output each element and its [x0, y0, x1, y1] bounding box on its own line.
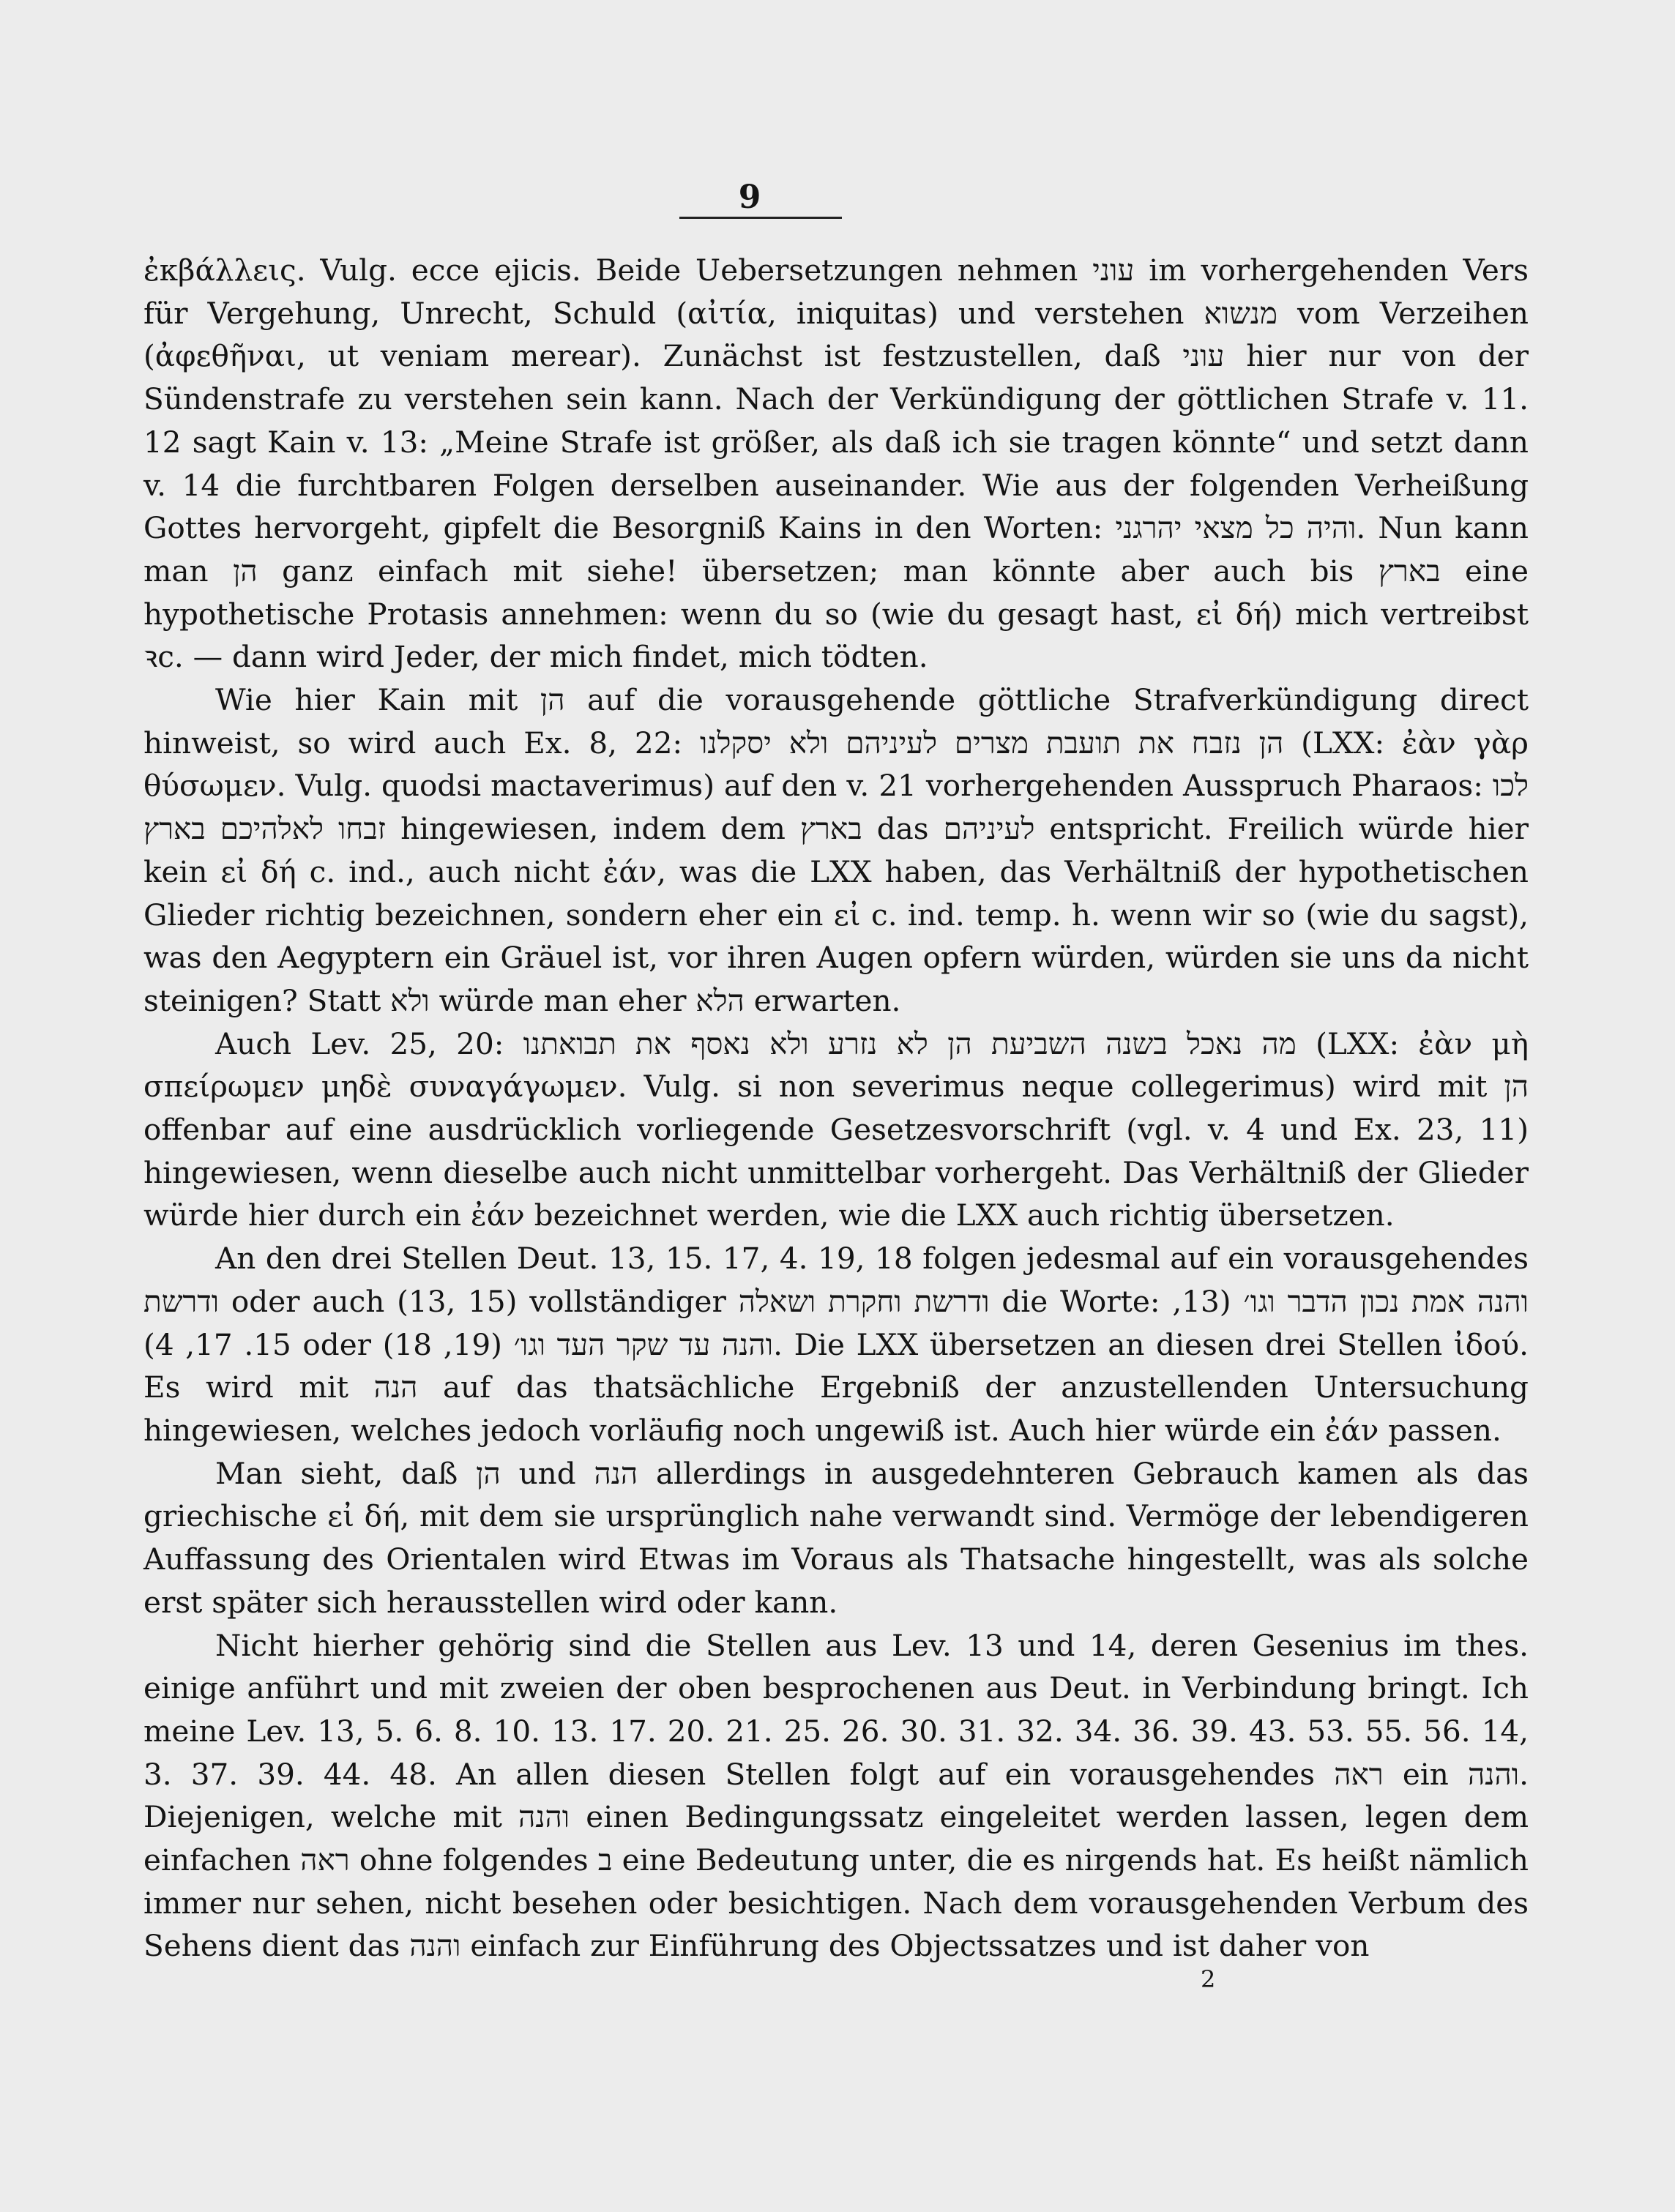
- page-number-rule: [679, 217, 842, 219]
- sheet-signature: 2: [1201, 1965, 1216, 1993]
- body-text: [143, 249, 1529, 1968]
- paragraph: An den drei Stellen Deut. 13, 15. 17, 4. 19, 18 folgen jedesmal auf ein vorausgehendes ודרשת oder auch (13, 15) vollständiger ודרשת וחקרת ושאלה die Worte: והנה אמת נכון הדבר וגו׳ (13, 15. 17, 4) oder והנה עד שקר העד וגו׳ (19, 18). Die LXX übersetzen an diesen drei Stellen ἰδού. Es wird mit הנה auf das thatsächliche Ergebniß der anzustellenden Untersuchung hingewiesen, welches jedoch vorläufig noch ungewiß ist. Auch hier würde ein ἐάν passen.: [143, 1241, 1529, 1448]
- paragraph: Wie hier Kain mit הן auf die vorausgehende göttliche Strafverkündigung direct hinweist, so wird auch Ex. 8, 22: הן נזבח את תועבת מצרים לעיניהם ולא יסקלנו (LXX: ἐὰν γὰρ θύσωμεν. Vulg. quodsi mactaverimus) auf den v. 21 vorhergehenden Ausspruch Pharaos: לכו זבחו לאלהיכם בארץ hingewiesen, indem dem בארץ das לעיניהם entspricht. Freilich würde hier kein εἰ δή c. ind., auch nicht ἐάν, was die LXX haben, das Verhältniß der hypothetischen Glieder richtig bezeichnen, sondern eher ein εἰ c. ind. temp. h. wenn wir so (wie du sagst), was den Aegyptern ein Gräuel ist, vor ihren Augen opfern würden, würden sie uns da nicht steinigen? Statt ולא würde man eher הלא erwarten.: [143, 682, 1529, 1018]
- paragraph: ἐκβάλλεις. Vulg. ecce ejicis. Beide Uebersetzungen nehmen עוני im vorhergehenden Vers für Vergehung, Unrecht, Schuld (αἰτία, iniquitas) und verstehen מנשוא vom Verzeihen (ἀφεθῆναι, ut veniam merear). Zunächst ist festzustellen, daß עוני hier nur von der Sündenstrafe zu verstehen sein kann. Nach der Verkündigung der göttlichen Strafe v. 11. 12 sagt Kain v. 13: „Meine Strafe ist größer, als daß ich sie tragen könnte“ und setzt dann v. 14 die furchtbaren Folgen derselben auseinander. Wie aus der folgenden Verheißung Gottes hervorgeht, gipfelt die Besorgniß Kains in den Worten: והיה כל מצאי יהרגני. Nun kann man הן ganz einfach mit siehe! übersetzen; man könnte aber auch bis בארץ eine hypothetische Protasis annehmen: wenn du so (wie du gesagt hast, εἰ δή) mich vertreibst ꝛc. — dann wird Jeder, der mich findet, mich tödten.: [143, 253, 1529, 675]
- page-number: 9: [738, 179, 761, 216]
- paragraph: Man sieht, daß הן und הנה allerdings in ausgedehnteren Gebrauch kamen als das griechische εἰ δή, mit dem sie ursprünglich nahe verwandt sind. Vermöge der lebendigeren Auffassung des Orientalen wird Etwas im Voraus als Thatsache hingestellt, was als solche erst später sich herausstellen wird oder kann.: [143, 1455, 1529, 1620]
- paragraph: Nicht hierher gehörig sind die Stellen aus Lev. 13 und 14, deren Gesenius im thes. einige anführt und mit zweien der oben besprochenen aus Deut. in Verbindung bringt. Ich meine Lev. 13, 5. 6. 8. 10. 13. 17. 20. 21. 25. 26. 30. 31. 32. 34. 36. 39. 43. 53. 55. 56. 14, 3. 37. 39. 44. 48. An allen diesen Stellen folgt auf ein vorausgehendes ראה ein והנה. Diejenigen, welche mit והנה einen Bedingungssatz eingeleitet werden lassen, legen dem einfachen ראה ohne folgendes ב eine Bedeutung unter, die es nirgends hat. Es heißt nämlich immer nur sehen, nicht besehen oder besichtigen. Nach dem vorausgehenden Verbum des Sehens dient das והנה einfach zur Einführung des Objectssatzes und ist daher von: [143, 1627, 1529, 1964]
- paragraph: Auch Lev. 25, 20: מה נאכל בשנה השביעת הן לא נזרע ולא נאסף את תבואתנו (LXX: ἐὰν μὴ σπείρωμεν μηδὲ συναγάγωμεν. Vulg. si non severimus neque collegerimus) wird mit הן offenbar auf eine ausdrücklich vorliegende Gesetzesvorschrift (vgl. v. 4 und Ex. 23, 11) hingewiesen, wenn dieselbe auch nicht unmittelbar vorhergeht. Das Verhältniß der Glieder würde hier durch ein ἐάν bezeichnet werden, wie die LXX auch richtig übersetzen.: [143, 1025, 1529, 1233]
